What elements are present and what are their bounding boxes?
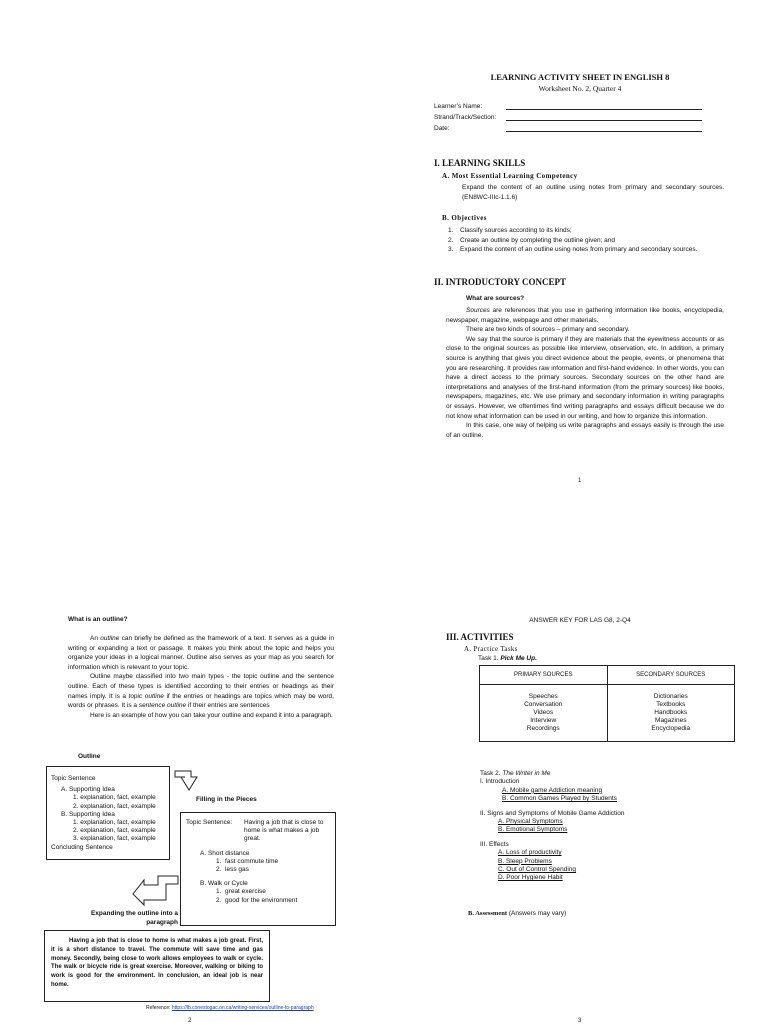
- expanded-paragraph: Having a job that is close to home is what makes a job great. First, it is a short distance to travel. The commute will save time and gas money. Secondly, being close to work allows employees to walk or cycle. The walk or bicycle ride is great exercise. Moreover, walking or biking to work is good for the environment. In conclusion, an ideal job is near home.: [44, 930, 270, 1002]
- field-label-date: Date:: [434, 125, 450, 132]
- task-2-answers: Task 2. The Writer in Me I. Introduction A. Mobile game Addiction meaning B. Common Games Played by Students II. Signs and Symptoms of Mobile Game Addiction A. Physical Symptoms B. Emotional Symptoms III. Effects A. Loss of productivity B. Sleep Problems C. Out of Control Spending D. Poor Hygiene Habit: [480, 770, 625, 882]
- question-heading: What are sources?: [466, 295, 525, 302]
- reference-link[interactable]: https://lb.conestogac.on.ca/writing-services/outline-to-paragraph: [171, 1005, 314, 1011]
- objectives-list: 1. Classify sources according to its kinds; 2. Create an outline by completing the outline given; and 3. Expand the content of an outline using notes from primary and secondary sources.: [448, 227, 698, 254]
- arrow-left-down-icon: [130, 872, 182, 908]
- subsection-heading: A. Practice Tasks: [464, 645, 518, 653]
- subsection-heading: A. Most Essential Learning Competency: [442, 172, 578, 180]
- table-header: PRIMARY SOURCES: [480, 666, 608, 685]
- subsection-heading: B. Objectives: [442, 214, 487, 222]
- task-1-heading: Task 1. Pick Me Up.: [478, 655, 537, 662]
- filled-outline-box: Topic Sentence: Having a job that is close to home is what makes a job great. A. Short distance 1. fast commute time 2. less gas B. Walk or Cycle 1. great exercise 2. good for the environment: [180, 812, 336, 926]
- secondary-sources-cell: Dictionaries Textbooks Handbooks Magazines Encyclopedia: [607, 685, 735, 742]
- competency-text: Expand the content of an outline using notes from primary and secondary sources. (EN8WC-IIIc-1.1.6): [462, 184, 724, 201]
- filling-label: Filling in the Pieces: [196, 796, 257, 803]
- expanding-label: Expanding the outline into a paragraph: [90, 910, 178, 926]
- list-item: Create an outline by completing the outline given; and: [460, 236, 616, 244]
- outline-box: Topic Sentence A. Supporting Idea 1. explanation, fact, example 2. explanation, fact, example B. Supporting Idea 1. explanation, fact, example 2. explanation, fact, example 3. explanation, fact, example Concluding Sentence: [46, 766, 170, 860]
- page-number: 2: [188, 1018, 192, 1024]
- page-number: 3: [578, 1018, 582, 1024]
- list-item: Expand the content of an outline using notes from primary and secondary sources.: [460, 246, 698, 254]
- page-subtitle: Worksheet No. 2, Quarter 4: [538, 84, 622, 93]
- primary-sources-cell: Speeches Conversation Videos Interview Recordings: [480, 685, 608, 742]
- assessment-heading: B. Assessment (Answers may vary): [468, 910, 567, 917]
- section-heading: I. LEARNING SKILLS: [434, 158, 526, 168]
- sources-table: [479, 665, 735, 742]
- answer-key-title: ANSWER KEY FOR LAS G8, 2-Q4: [529, 617, 631, 624]
- date-field[interactable]: [506, 125, 702, 132]
- outline-text: An outline can briefly be defined as the framework of a text. It serves as a guide in writing or expanding a text or passage. It makes you think about the topic and helps you organize your ideas in a logical manner. Outline also serves as your map as you search for information which is relevant to your topic. Outline maybe classified into two main types - the topic outline and the sentence outline. Each of these types is identified according to their entries or headings as their names imply. It is a topic outline if the entries or headings are topics which may be word, words or phrases. It is a sentence outline if their entries are sentences Here is an example of how you can take your outline and expand it into a paragraph.: [68, 635, 334, 719]
- list-item: Classify sources according to its kinds;: [460, 227, 572, 234]
- section-field[interactable]: [506, 114, 702, 121]
- intro-text: Sources are references that you use in gathering information like books, encyclopedia, newspaper, magazine, webpage and other materials. There are two kinds of sources – primary and secondary. We say that the source is primary if they are materials that the eyewitness accounts or as close to the original sources as possible like interview, observation, etc. In addition, a primary source is anything that gives you direct evidence about the people, events, or phenomena that you are researching. It provides raw information and first-hand evidence. In other words, you can have a direct access to the primary sources. Secondary sources on the other hand are interpretations and analyses of the first-hand information (from the primary sources) like books, newspapers, magazines, etc. We use primary and secondary information in writing paragraphs or essays. However, we oftentimes find writing paragraphs and essays difficult because we do not know what information can be used in our writing, and how to organize this information. In this case, one way of helping us write paragraphs and essays easily is through the use of an outline.: [446, 307, 724, 439]
- page-title: LEARNING ACTIVITY SHEET IN ENGLISH 8: [490, 72, 670, 82]
- arrow-right-down-icon: [172, 768, 206, 794]
- table-header: SECONDARY SOURCES: [607, 666, 735, 685]
- learner-fields: [434, 103, 714, 136]
- page-number: 1: [578, 478, 582, 484]
- learner-name-field[interactable]: [506, 103, 702, 110]
- outline-label: Outline: [78, 753, 101, 760]
- field-label-name: Learner’s Name:: [434, 103, 483, 110]
- section-heading: III. ACTIVITIES: [446, 632, 514, 642]
- section-heading: II. INTRODUCTORY CONCEPT: [434, 277, 566, 287]
- question-heading: What is an outline?: [68, 616, 128, 623]
- field-label-section: Strand/Track/Section:: [434, 114, 497, 121]
- reference-line: Reference: https://lb.conestogac.on.ca/writing-services/outline-to-paragraph: [146, 1005, 314, 1011]
